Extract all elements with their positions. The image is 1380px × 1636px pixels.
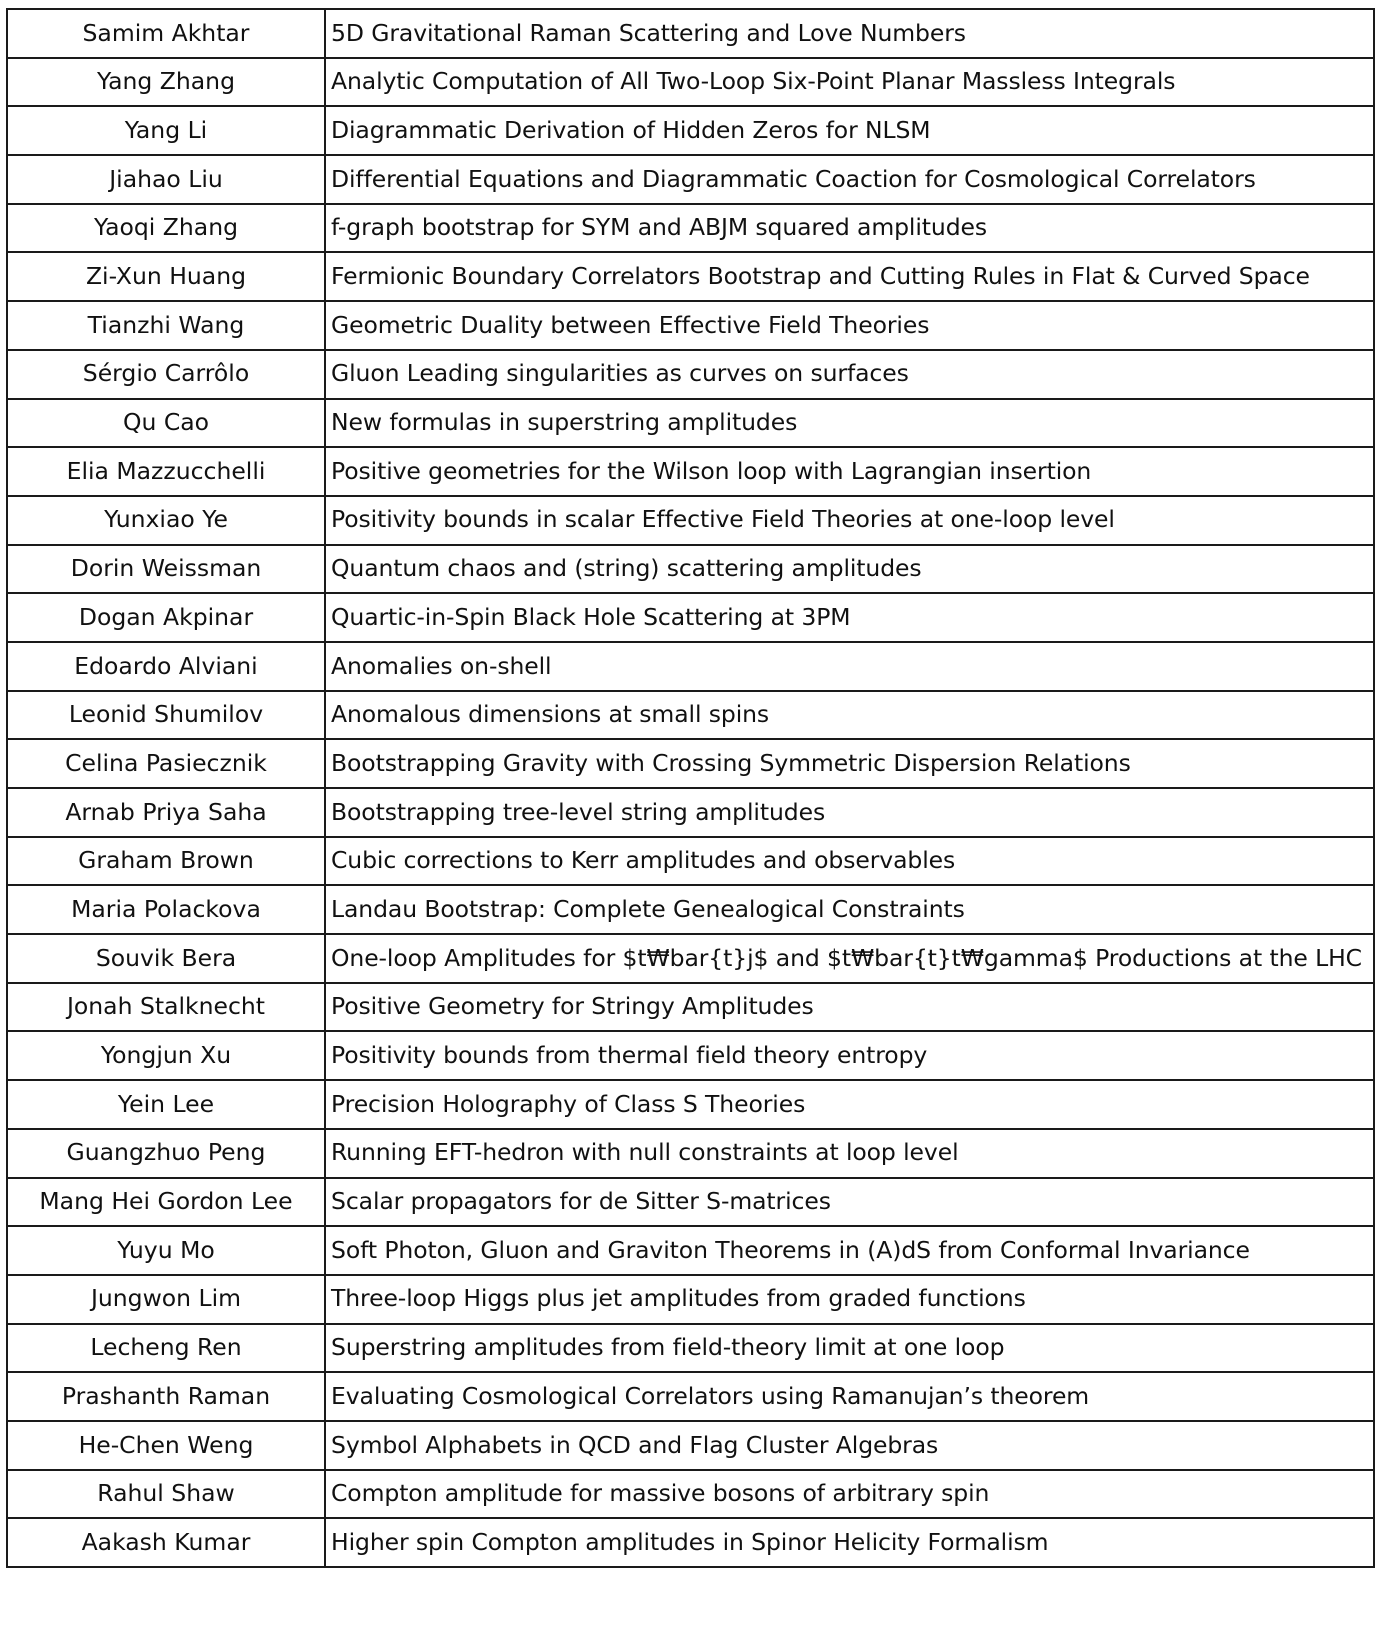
table-row xyxy=(7,934,1374,983)
speaker-name-cell: Arnab Priya Saha xyxy=(7,788,325,837)
table-row xyxy=(7,1080,1374,1129)
talk-title-cell: Higher spin Compton amplitudes in Spinor Helicity Formalism xyxy=(325,1518,1374,1567)
speaker-name-cell: Jiahao Liu xyxy=(7,155,325,204)
talk-title-cell: Bootstrapping tree-level string amplitudes xyxy=(325,788,1374,837)
table-row xyxy=(7,837,1374,886)
speaker-name-cell: Sérgio Carrôlo xyxy=(7,350,325,399)
speaker-name-cell: Yongjun Xu xyxy=(7,1031,325,1080)
speaker-name-cell: Maria Polackova xyxy=(7,885,325,934)
speaker-name-cell: He-Chen Weng xyxy=(7,1421,325,1470)
talk-title-cell: f-graph bootstrap for SYM and ABJM squared amplitudes xyxy=(325,204,1374,253)
table-row xyxy=(7,106,1374,155)
talk-title-cell: Running EFT-hedron with null constraints at loop level xyxy=(325,1129,1374,1178)
speaker-name-cell: Edoardo Alviani xyxy=(7,642,325,691)
talk-title-cell: Differential Equations and Diagrammatic Coaction for Cosmological Correlators xyxy=(325,155,1374,204)
talk-title-cell: Positivity bounds from thermal field theory entropy xyxy=(325,1031,1374,1080)
talk-title-cell: Anomalies on-shell xyxy=(325,642,1374,691)
table-row xyxy=(7,1324,1374,1373)
talk-title-cell: Superstring amplitudes from field-theory limit at one loop xyxy=(325,1324,1374,1373)
talk-title-cell: Quartic-in-Spin Black Hole Scattering at 3PM xyxy=(325,593,1374,642)
table-row xyxy=(7,155,1374,204)
speaker-name-cell: Mang Hei Gordon Lee xyxy=(7,1178,325,1227)
talk-title-cell: Geometric Duality between Effective Field Theories xyxy=(325,301,1374,350)
table-row xyxy=(7,399,1374,448)
table-row xyxy=(7,1421,1374,1470)
talks-table xyxy=(6,8,1375,1568)
talk-title-cell: Positive Geometry for Stringy Amplitudes xyxy=(325,983,1374,1032)
talk-title-cell: Cubic corrections to Kerr amplitudes and observables xyxy=(325,837,1374,886)
table-row xyxy=(7,1275,1374,1324)
table-row xyxy=(7,447,1374,496)
talk-title-cell: Three-loop Higgs plus jet amplitudes from graded functions xyxy=(325,1275,1374,1324)
table-row xyxy=(7,593,1374,642)
table-row xyxy=(7,350,1374,399)
speaker-name-cell: Yunxiao Ye xyxy=(7,496,325,545)
talk-title-cell: One-loop Amplitudes for $t₩bar{t}j$ and $t₩bar{t}t₩gamma$ Productions at the LHC xyxy=(325,934,1374,983)
speaker-name-cell: Jonah Stalknecht xyxy=(7,983,325,1032)
talk-title-cell: Evaluating Cosmological Correlators using Ramanujan’s theorem xyxy=(325,1372,1374,1421)
talks-table-body xyxy=(7,9,1374,1567)
speaker-name-cell: Tianzhi Wang xyxy=(7,301,325,350)
speaker-name-cell: Rahul Shaw xyxy=(7,1470,325,1519)
talk-title-cell: Landau Bootstrap: Complete Genealogical Constraints xyxy=(325,885,1374,934)
talk-title-cell: Symbol Alphabets in QCD and Flag Cluster Algebras xyxy=(325,1421,1374,1470)
table-row xyxy=(7,252,1374,301)
talk-title-cell: Anomalous dimensions at small spins xyxy=(325,691,1374,740)
speaker-name-cell: Leonid Shumilov xyxy=(7,691,325,740)
table-row xyxy=(7,1470,1374,1519)
speaker-name-cell: Celina Pasiecznik xyxy=(7,739,325,788)
talk-title-cell: 5D Gravitational Raman Scattering and Love Numbers xyxy=(325,9,1374,58)
table-row xyxy=(7,1178,1374,1227)
table-row xyxy=(7,1129,1374,1178)
speaker-name-cell: Dorin Weissman xyxy=(7,545,325,594)
table-row xyxy=(7,788,1374,837)
table-row xyxy=(7,58,1374,107)
speaker-name-cell: Souvik Bera xyxy=(7,934,325,983)
talk-title-cell: Scalar propagators for de Sitter S-matrices xyxy=(325,1178,1374,1227)
table-row xyxy=(7,1372,1374,1421)
speaker-name-cell: Yaoqi Zhang xyxy=(7,204,325,253)
talk-title-cell: Positive geometries for the Wilson loop with Lagrangian insertion xyxy=(325,447,1374,496)
speaker-name-cell: Samim Akhtar xyxy=(7,9,325,58)
table-row xyxy=(7,691,1374,740)
speaker-name-cell: Qu Cao xyxy=(7,399,325,448)
talk-title-cell: Soft Photon, Gluon and Graviton Theorems in (A)dS from Conformal Invariance xyxy=(325,1226,1374,1275)
talk-title-cell: New formulas in superstring amplitudes xyxy=(325,399,1374,448)
talk-title-cell: Positivity bounds in scalar Effective Field Theories at one-loop level xyxy=(325,496,1374,545)
table-row xyxy=(7,1226,1374,1275)
speaker-name-cell: Graham Brown xyxy=(7,837,325,886)
speaker-name-cell: Yang Zhang xyxy=(7,58,325,107)
talk-title-cell: Diagrammatic Derivation of Hidden Zeros for NLSM xyxy=(325,106,1374,155)
talk-title-cell: Quantum chaos and (string) scattering amplitudes xyxy=(325,545,1374,594)
table-row xyxy=(7,739,1374,788)
speaker-name-cell: Zi-Xun Huang xyxy=(7,252,325,301)
table-row xyxy=(7,545,1374,594)
talk-title-cell: Bootstrapping Gravity with Crossing Symmetric Dispersion Relations xyxy=(325,739,1374,788)
speaker-name-cell: Lecheng Ren xyxy=(7,1324,325,1373)
talk-title-cell: Fermionic Boundary Correlators Bootstrap and Cutting Rules in Flat & Curved Space xyxy=(325,252,1374,301)
table-row xyxy=(7,983,1374,1032)
speaker-name-cell: Yang Li xyxy=(7,106,325,155)
table-row xyxy=(7,301,1374,350)
speaker-name-cell: Yein Lee xyxy=(7,1080,325,1129)
table-row xyxy=(7,642,1374,691)
talk-title-cell: Compton amplitude for massive bosons of arbitrary spin xyxy=(325,1470,1374,1519)
talk-title-cell: Precision Holography of Class S Theories xyxy=(325,1080,1374,1129)
speaker-name-cell: Elia Mazzucchelli xyxy=(7,447,325,496)
speaker-name-cell: Prashanth Raman xyxy=(7,1372,325,1421)
talk-title-cell: Gluon Leading singularities as curves on surfaces xyxy=(325,350,1374,399)
table-row xyxy=(7,885,1374,934)
speaker-name-cell: Jungwon Lim xyxy=(7,1275,325,1324)
table-row xyxy=(7,1518,1374,1567)
speaker-name-cell: Dogan Akpinar xyxy=(7,593,325,642)
speaker-name-cell: Yuyu Mo xyxy=(7,1226,325,1275)
table-row xyxy=(7,9,1374,58)
table-row xyxy=(7,204,1374,253)
speaker-name-cell: Aakash Kumar xyxy=(7,1518,325,1567)
talk-title-cell: Analytic Computation of All Two-Loop Six-Point Planar Massless Integrals xyxy=(325,58,1374,107)
table-row xyxy=(7,496,1374,545)
table-row xyxy=(7,1031,1374,1080)
speaker-name-cell: Guangzhuo Peng xyxy=(7,1129,325,1178)
